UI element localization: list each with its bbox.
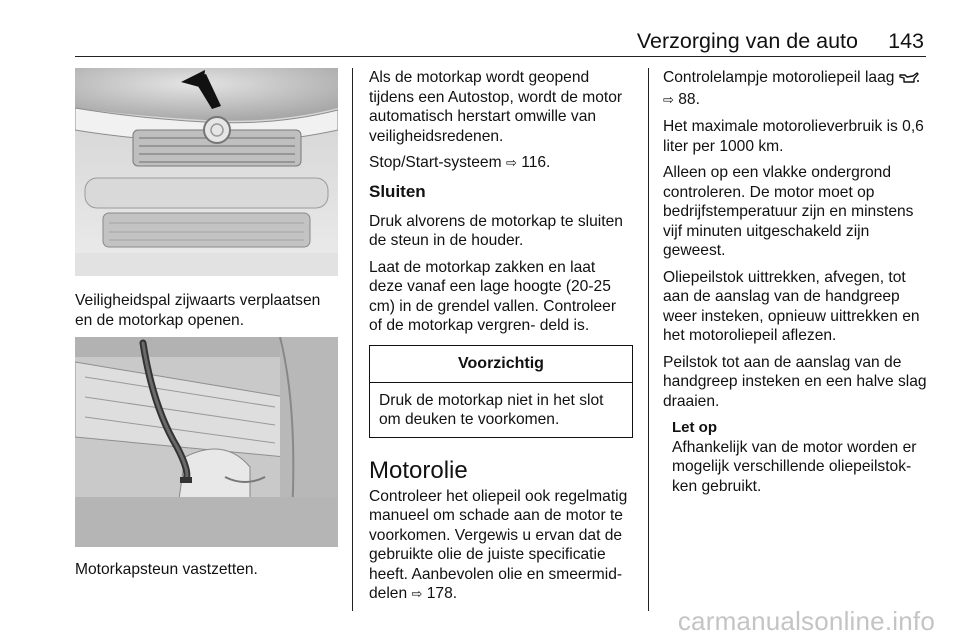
oil-lamp-page-ref[interactable]: 88. [678, 90, 700, 108]
page-header-title: Verzorging van de auto [636, 29, 858, 53]
oil-check-text: Controleer het oliepeil ook regelmatig manueel om schade aan de motor te voorkomen. Vergewis u ervan dat de gebruikte olie de juiste specificatie heeft. Aanbevolen olie en smeermid- delen [369, 487, 628, 602]
column-divider-left [352, 68, 353, 611]
section-heading-motorolie: Motorolie [369, 456, 468, 484]
close-support-paragraph: Druk alvorens de motorkap te sluiten de steun in de houder. [369, 212, 623, 249]
caution-box [369, 345, 633, 438]
hood-support-illustration [75, 337, 338, 547]
stop-start-page-ref[interactable]: 116. [521, 154, 551, 171]
stop-start-text: Stop/Start-systeem [369, 154, 502, 171]
oil-pressure-lamp-icon [899, 70, 919, 90]
page-ref-arrow-icon: ⇨ [505, 156, 517, 171]
header-rule [75, 56, 926, 57]
note-label: Let op [672, 419, 717, 436]
caption-hood-support: Motorkapsteun vastzetten. [75, 561, 258, 578]
column-divider-right [648, 68, 649, 611]
section-heading-sluiten: Sluiten [369, 181, 426, 201]
hood-release-illustration [75, 68, 338, 276]
dipstick-read-paragraph: Oliepeilstok uittrekken, afvegen, tot aan de aanslag van de handgreep weer insteken, opnieuw uittrekken en het motoroliepeil aflezen. [663, 268, 920, 344]
page-number: 143 [888, 29, 924, 53]
note-text: Afhankelijk van de motor worden er mogelijk verschillende oliepeilstok- ken gebruikt. [672, 438, 917, 495]
caution-title: Voorzichtig [370, 346, 632, 383]
autostop-paragraph: Als de motorkap wordt geopend tijdens een Autostop, wordt de motor automatisch herstart omwille van veiligheidsredenen. [369, 69, 623, 145]
note-block [663, 418, 929, 496]
caution-text: Druk de motorkap niet in het slot om deuken te voorkomen. [379, 391, 604, 428]
caption-hood-release: Veiligheidspal zijwaarts verplaatsen en de motorkap openen. [75, 292, 321, 329]
watermark: carmanualsonline.info [677, 606, 935, 636]
page-ref-arrow-icon: ⇨ [411, 587, 423, 602]
dipstick-insert-paragraph: Peilstok tot aan de aanslag van de handgreep insteken en een halve slag draaien. [663, 353, 927, 410]
page-ref-arrow-icon: ⇨ [663, 92, 674, 108]
close-hood-paragraph: Laat de motorkap zakken en laat deze vanaf een lage hoogte (20-25 cm) in de grendel vallen. Controleer of de motorkap vergren- deld is. [369, 258, 617, 334]
oil-lamp-text: Controlelampje motoroliepeil laag [663, 69, 895, 86]
level-ground-paragraph: Alleen op een vlakke ondergrond controleren. De motor moet op bedrijfstemperatuur zijn en minstens vijf minuten uitgeschakeld zijn geweest. [663, 164, 914, 259]
oil-lamp-reference [663, 68, 929, 110]
oil-spec-page-ref[interactable]: 178. [426, 585, 458, 602]
oil-consumption-paragraph: Het maximale motorolieverbruik is 0,6 liter per 1000 km. [663, 118, 924, 155]
stop-start-reference [369, 153, 633, 174]
oil-check-paragraph [369, 487, 633, 605]
